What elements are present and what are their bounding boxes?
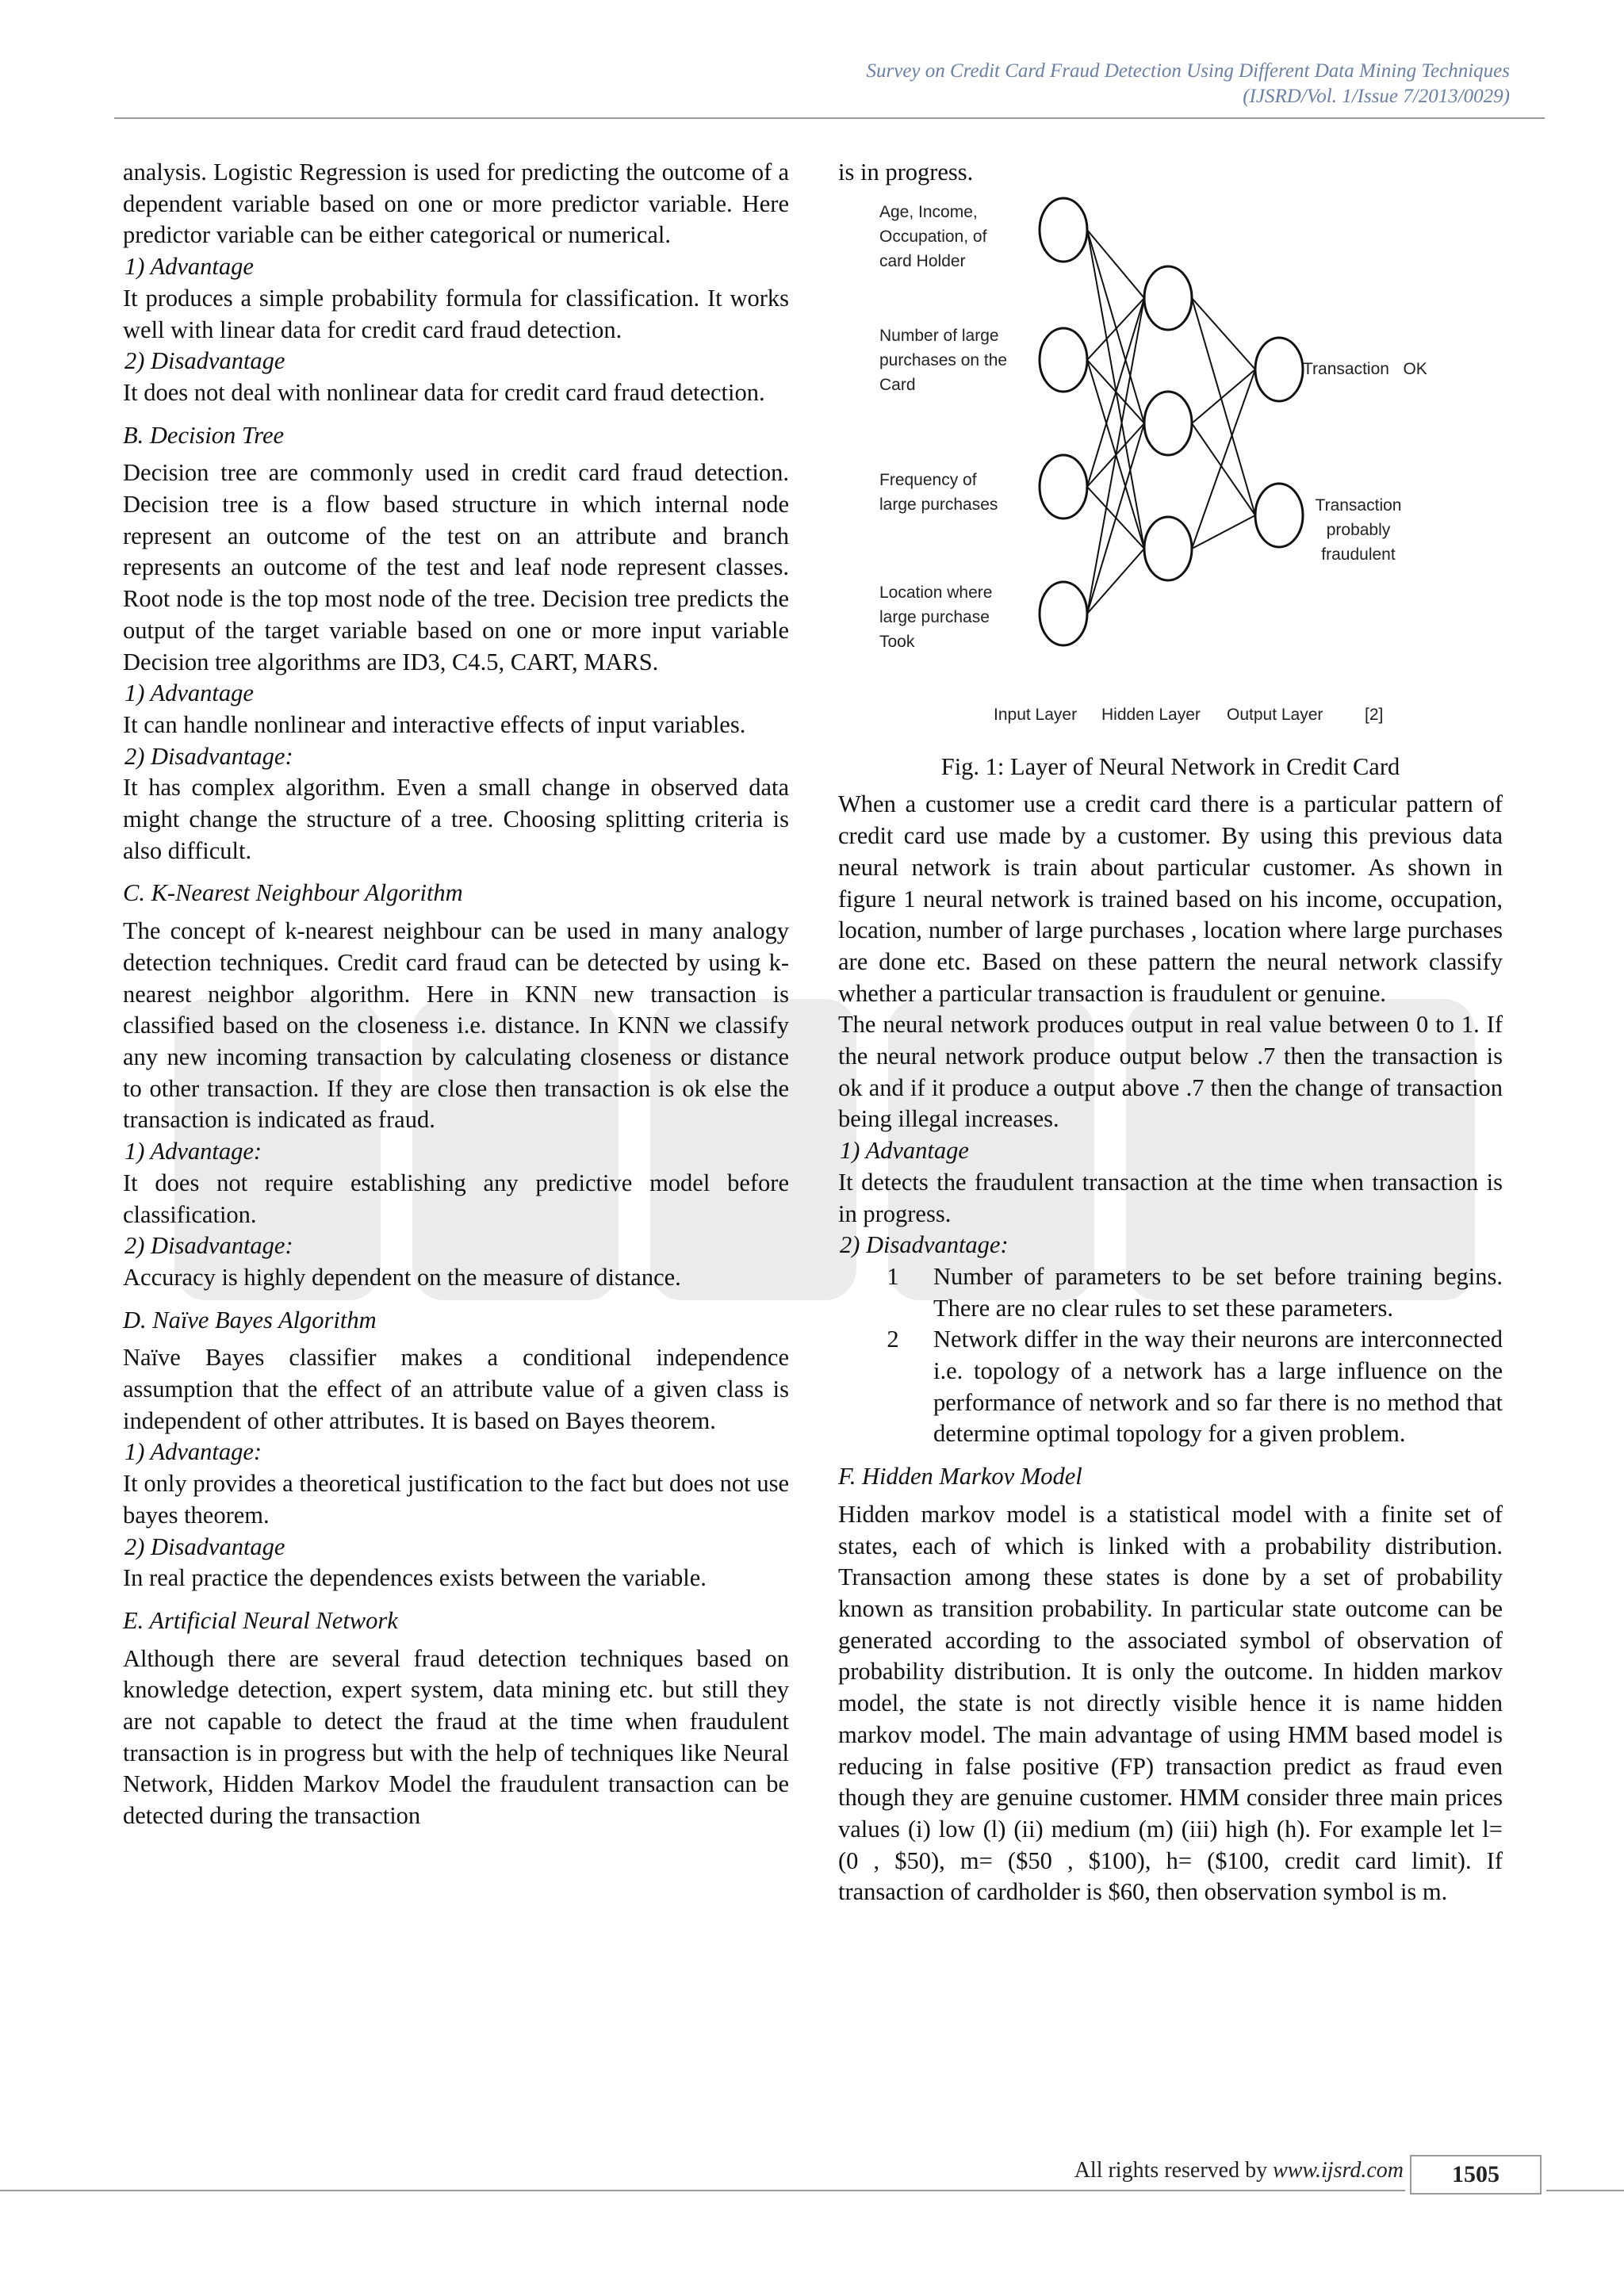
label-line: Took bbox=[879, 632, 915, 651]
input-label-frequency bbox=[879, 468, 998, 517]
footer-rights bbox=[1031, 2158, 1404, 2183]
label-line: purchases on the bbox=[879, 350, 1008, 369]
header-journal: (IJSRD/Vol. 1/Issue 7/2013/0029) bbox=[1243, 86, 1510, 107]
paragraph: It does not deal with nonlinear data for credit card fraud detection. bbox=[123, 378, 765, 406]
right-column bbox=[838, 157, 1503, 1908]
paragraph: analysis. Logistic Regression is used for predicting the outcome of a dependent variable based on one or more predictor variable. Here predictor variable can be either categorical or numerical. bbox=[123, 159, 789, 249]
subheading: 2) Disadvantage: bbox=[124, 742, 293, 770]
hidden-node bbox=[1144, 517, 1192, 580]
section-heading: D. Naïve Bayes Algorithm bbox=[123, 1306, 377, 1334]
output-label-fraud bbox=[1303, 493, 1414, 567]
figure-caption: Fig. 1: Layer of Neural Network in Credit Card bbox=[940, 752, 1400, 780]
section-heading: E. Artificial Neural Network bbox=[123, 1606, 398, 1634]
subheading: 1) Advantage: bbox=[124, 1438, 262, 1466]
label-line: Location where bbox=[879, 583, 993, 602]
paragraph: Decision tree are commonly used in credit card fraud detection. Decision tree is a flow based structure in which internal node represent an outcome of the test on an attribute and branch represents an outcome of the test and leaf node represent classes. Root node is the top most node of the tree. Decision tree predicts the output of the target variable based on one or more input variable Decision tree algorithms are ID3, C4.5, CART, MARS. bbox=[123, 459, 789, 675]
disadvantage-list bbox=[838, 1261, 1503, 1450]
list-number: 2 bbox=[887, 1326, 899, 1353]
label-line: Occupation, of bbox=[879, 227, 987, 246]
label-line: probably bbox=[1326, 520, 1391, 539]
label-line: Card bbox=[879, 375, 916, 394]
paragraph: It can handle nonlinear and interactive effects of input variables. bbox=[123, 710, 746, 738]
label-line: Number of large bbox=[879, 326, 999, 345]
list-item bbox=[838, 1324, 1503, 1450]
layer-label-hidden: Hidden Layer bbox=[1101, 705, 1201, 724]
label-line: large purchase bbox=[879, 607, 990, 626]
hidden-node bbox=[1144, 266, 1192, 330]
paragraph: It has complex algorithm. Even a small change in observed data might change the structure of a tree. Choosing splitting criteria is also difficult. bbox=[123, 774, 789, 864]
paragraph: Accuracy is highly dependent on the measure of distance. bbox=[123, 1263, 681, 1291]
label-line: Transaction bbox=[1315, 496, 1402, 515]
paragraph: The concept of k-nearest neighbour can be used in many analogy detection techniques. Credit card fraud can be detected by using k-nearest neighbor algorithm. Here in KNN new transaction is classified based on the closeness i.e. distance. In KNN we classify any new incoming transaction by calculating closeness or distance to other transaction. If they are close then transaction is ok else the transaction is indicated as fraud. bbox=[123, 917, 789, 1134]
figure-reference: [2] bbox=[1365, 705, 1384, 724]
input-label-purchases bbox=[879, 323, 1007, 397]
label-line: Frequency of bbox=[879, 470, 977, 489]
list-text: Number of parameters to be set before training begins. There are no clear rules to set these parameters. bbox=[933, 1262, 1503, 1322]
input-label-age bbox=[879, 200, 986, 274]
nodes bbox=[1040, 198, 1303, 645]
layer-label-output: Output Layer bbox=[1227, 705, 1323, 724]
subheading: 1) Advantage bbox=[124, 679, 254, 707]
rights-text: All rights reserved by bbox=[1074, 2158, 1274, 2183]
paragraph: It does not require establishing any predictive model before classification. bbox=[123, 1169, 789, 1228]
hidden-node bbox=[1144, 392, 1192, 455]
input-node bbox=[1040, 455, 1087, 519]
paragraph: The neural network produces output in real value between 0 to 1. If the neural network produce output below .7 then the transaction is ok and if it produce a output above .7 then the change of transaction being illegal increases. bbox=[838, 1011, 1503, 1133]
page-number: 1505 bbox=[1410, 2155, 1542, 2195]
paragraph: Naïve Bayes classifier makes a conditional independence assumption that the effect of an attribute value of a given class is independent of other attributes. It is based on Bayes theorem. bbox=[123, 1344, 789, 1434]
paragraph: is in progress. bbox=[838, 159, 974, 186]
subheading: 1) Advantage bbox=[840, 1137, 969, 1165]
subheading: 2) Disadvantage bbox=[124, 347, 285, 375]
section-heading: C. K-Nearest Neighbour Algorithm bbox=[123, 879, 463, 907]
input-node bbox=[1040, 582, 1087, 645]
header-title: Survey on Credit Card Fraud Detection Using Different Data Mining Techniques bbox=[866, 60, 1510, 82]
left-column bbox=[123, 157, 789, 1832]
label-line: card Holder bbox=[879, 251, 966, 270]
paragraph: It detects the fraudulent transaction at the time when transaction is in progress. bbox=[838, 1168, 1503, 1227]
paragraph: In real practice the dependences exists between the variable. bbox=[123, 1564, 707, 1592]
paragraph: It only provides a theoretical justification to the fact but does not use bayes theorem. bbox=[123, 1470, 789, 1529]
label-line: fraudulent bbox=[1321, 545, 1396, 564]
list-text: Network differ in the way their neurons are interconnected i.e. topology of a network has a large influence on the performance of network and so far there is no method that determine optimal topology for a given problem. bbox=[933, 1326, 1503, 1448]
footer-rule bbox=[1546, 2190, 1624, 2191]
subheading: 1) Advantage: bbox=[124, 1138, 262, 1165]
output-node bbox=[1255, 484, 1303, 547]
list-number: 1 bbox=[887, 1262, 899, 1290]
label-line: large purchases bbox=[879, 495, 998, 514]
paragraph: When a customer use a credit card there is a particular pattern of credit card use made by a customer. By using this previous data neural network is train about particular customer. As shown in figure 1 neural network is trained based on his income, occupation, location, number of large purchases , location where large purchases are done etc. Based on these pattern the neural network classify whether a particular transaction is fraudulent or genuine. bbox=[838, 790, 1503, 1007]
output-label-ok: Transaction OK bbox=[1303, 359, 1427, 378]
input-node bbox=[1040, 198, 1087, 262]
neural-network-figure bbox=[838, 189, 1503, 750]
subheading: 2) Disadvantage bbox=[124, 1533, 285, 1560]
footer-rule bbox=[0, 2190, 1405, 2191]
paragraph: Although there are several fraud detection techniques based on knowledge detection, expert system, data mining etc. but still they are not capable to detect the fraud at the time when fraudulent transaction is in progress but with the help of techniques like Neural Network, Hidden Markov Model the fraudulent transaction can be detected during the transaction bbox=[123, 1644, 789, 1830]
section-heading: F. Hidden Markov Model bbox=[838, 1463, 1082, 1490]
running-header bbox=[867, 59, 1511, 109]
subheading: 2) Disadvantage: bbox=[124, 1232, 293, 1260]
subheading: 2) Disadvantage: bbox=[840, 1231, 1009, 1259]
subheading: 1) Advantage bbox=[124, 253, 254, 281]
section-heading: B. Decision Tree bbox=[123, 421, 285, 449]
site-link[interactable]: www.ijsrd.com bbox=[1273, 2158, 1404, 2183]
list-item bbox=[838, 1261, 1503, 1324]
input-node bbox=[1040, 328, 1087, 392]
paragraph: Hidden markov model is a statistical model with a finite set of states, each of which is linked with a probability distribution. Transaction among these states is done by a set of probability known as transition probability. In particular state outcome can be generated according to the associated symbol of observation of probability distribution. It is only the outcome. In hidden markov model, the state is not directly visible hence it is name hidden markov model. The main advantage of using HMM based model is reducing in false positive (FP) transaction predict as fraud even though they are genuine customer. HMM consider three main prices values (i) low (l) (ii) medium (m) (iii) high (h). For example let l= (0 , $50), m= ($50 , $100), h= ($100, credit card limit). If transaction of cardholder is $60, then observation symbol is m. bbox=[838, 1500, 1503, 1906]
paragraph: It produces a simple probability formula for classification. It works well with linear data for credit card fraud detection. bbox=[123, 284, 789, 343]
header-rule bbox=[114, 117, 1545, 119]
layer-label-input: Input Layer bbox=[994, 705, 1078, 724]
label-line: Age, Income, bbox=[879, 202, 978, 221]
input-label-location bbox=[879, 580, 992, 654]
output-node bbox=[1255, 338, 1303, 401]
